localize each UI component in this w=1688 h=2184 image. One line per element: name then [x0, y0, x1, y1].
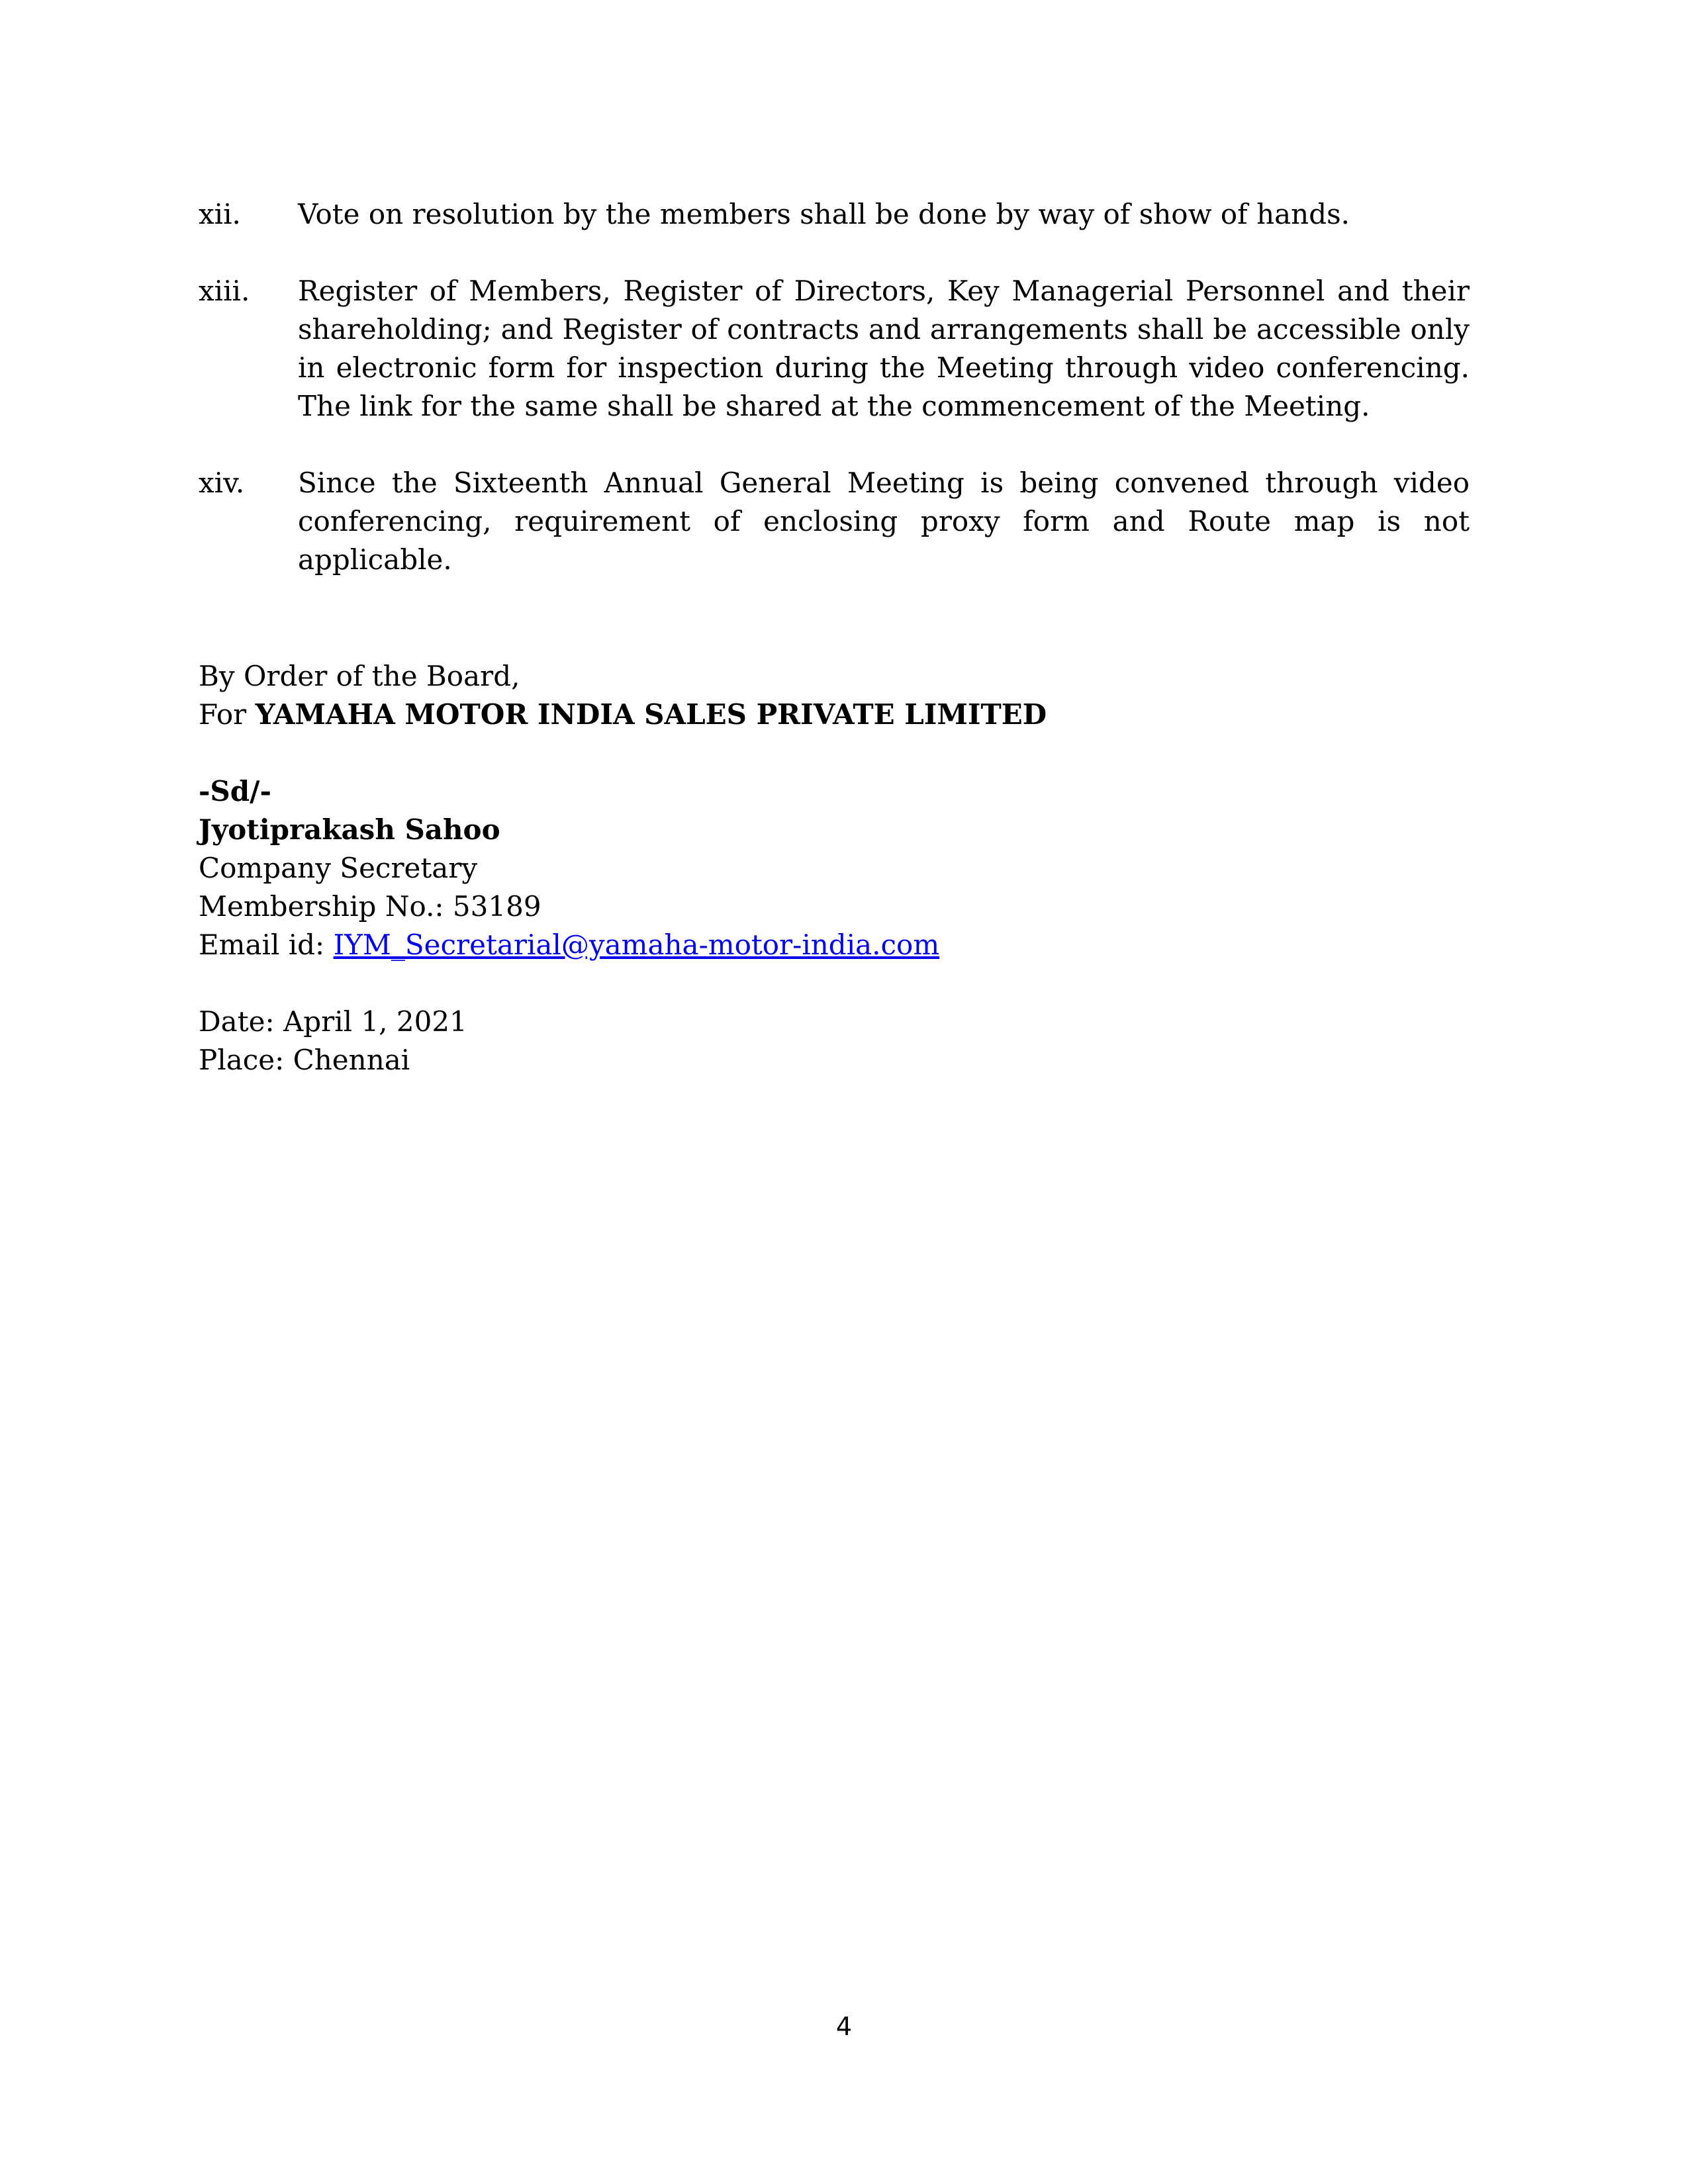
list-item-number: xii. — [199, 198, 241, 230]
membership-number: Membership No.: 53189 — [199, 890, 541, 923]
page-number: 4 — [835, 2012, 853, 2041]
spacer — [199, 734, 1470, 772]
list-item-xii — [199, 195, 1470, 234]
list-item-text: Vote on resolution by the members shall be done by way of show of hands. — [298, 198, 1350, 230]
company-name: YAMAHA MOTOR INDIA SALES PRIVATE LIMITED — [255, 698, 1047, 731]
signature-block — [199, 657, 1470, 1079]
list-item-number: xiii. — [199, 275, 250, 307]
list-item-text: Register of Members, Register of Directors, Key Managerial Personnel and their shareholding; and Register of contracts and arrangements shall be accessible only in electronic form for inspection during the Meeting through video conferencing. The link for the same shall be shared at the commencement of the Meeting. — [298, 275, 1470, 422]
email-line — [199, 926, 1470, 964]
signatory-title: Company Secretary — [199, 852, 478, 884]
signed-mark: -Sd/- — [199, 775, 271, 807]
for-prefix: For — [199, 698, 256, 731]
company-line — [199, 696, 1470, 734]
order-line: By Order of the Board, — [199, 660, 520, 692]
email-link[interactable]: IYM_Secretarial@yamaha-motor-india.com — [333, 929, 940, 961]
email-label: Email id: — [199, 929, 334, 961]
spacer — [199, 964, 1470, 1003]
page-content — [199, 195, 1470, 1079]
date-line: Date: April 1, 2021 — [199, 1005, 467, 1038]
signatory-name: Jyotiprakash Sahoo — [199, 813, 500, 846]
place-line: Place: Chennai — [199, 1044, 410, 1076]
list-item-xiii — [199, 272, 1470, 426]
list-item-xiv — [199, 464, 1470, 579]
list-item-number: xiv. — [199, 467, 245, 499]
list-item-text: Since the Sixteenth Annual General Meeting is being convened through video conferencing, requirement of enclosing proxy form and Route map is not applicable. — [298, 467, 1470, 576]
